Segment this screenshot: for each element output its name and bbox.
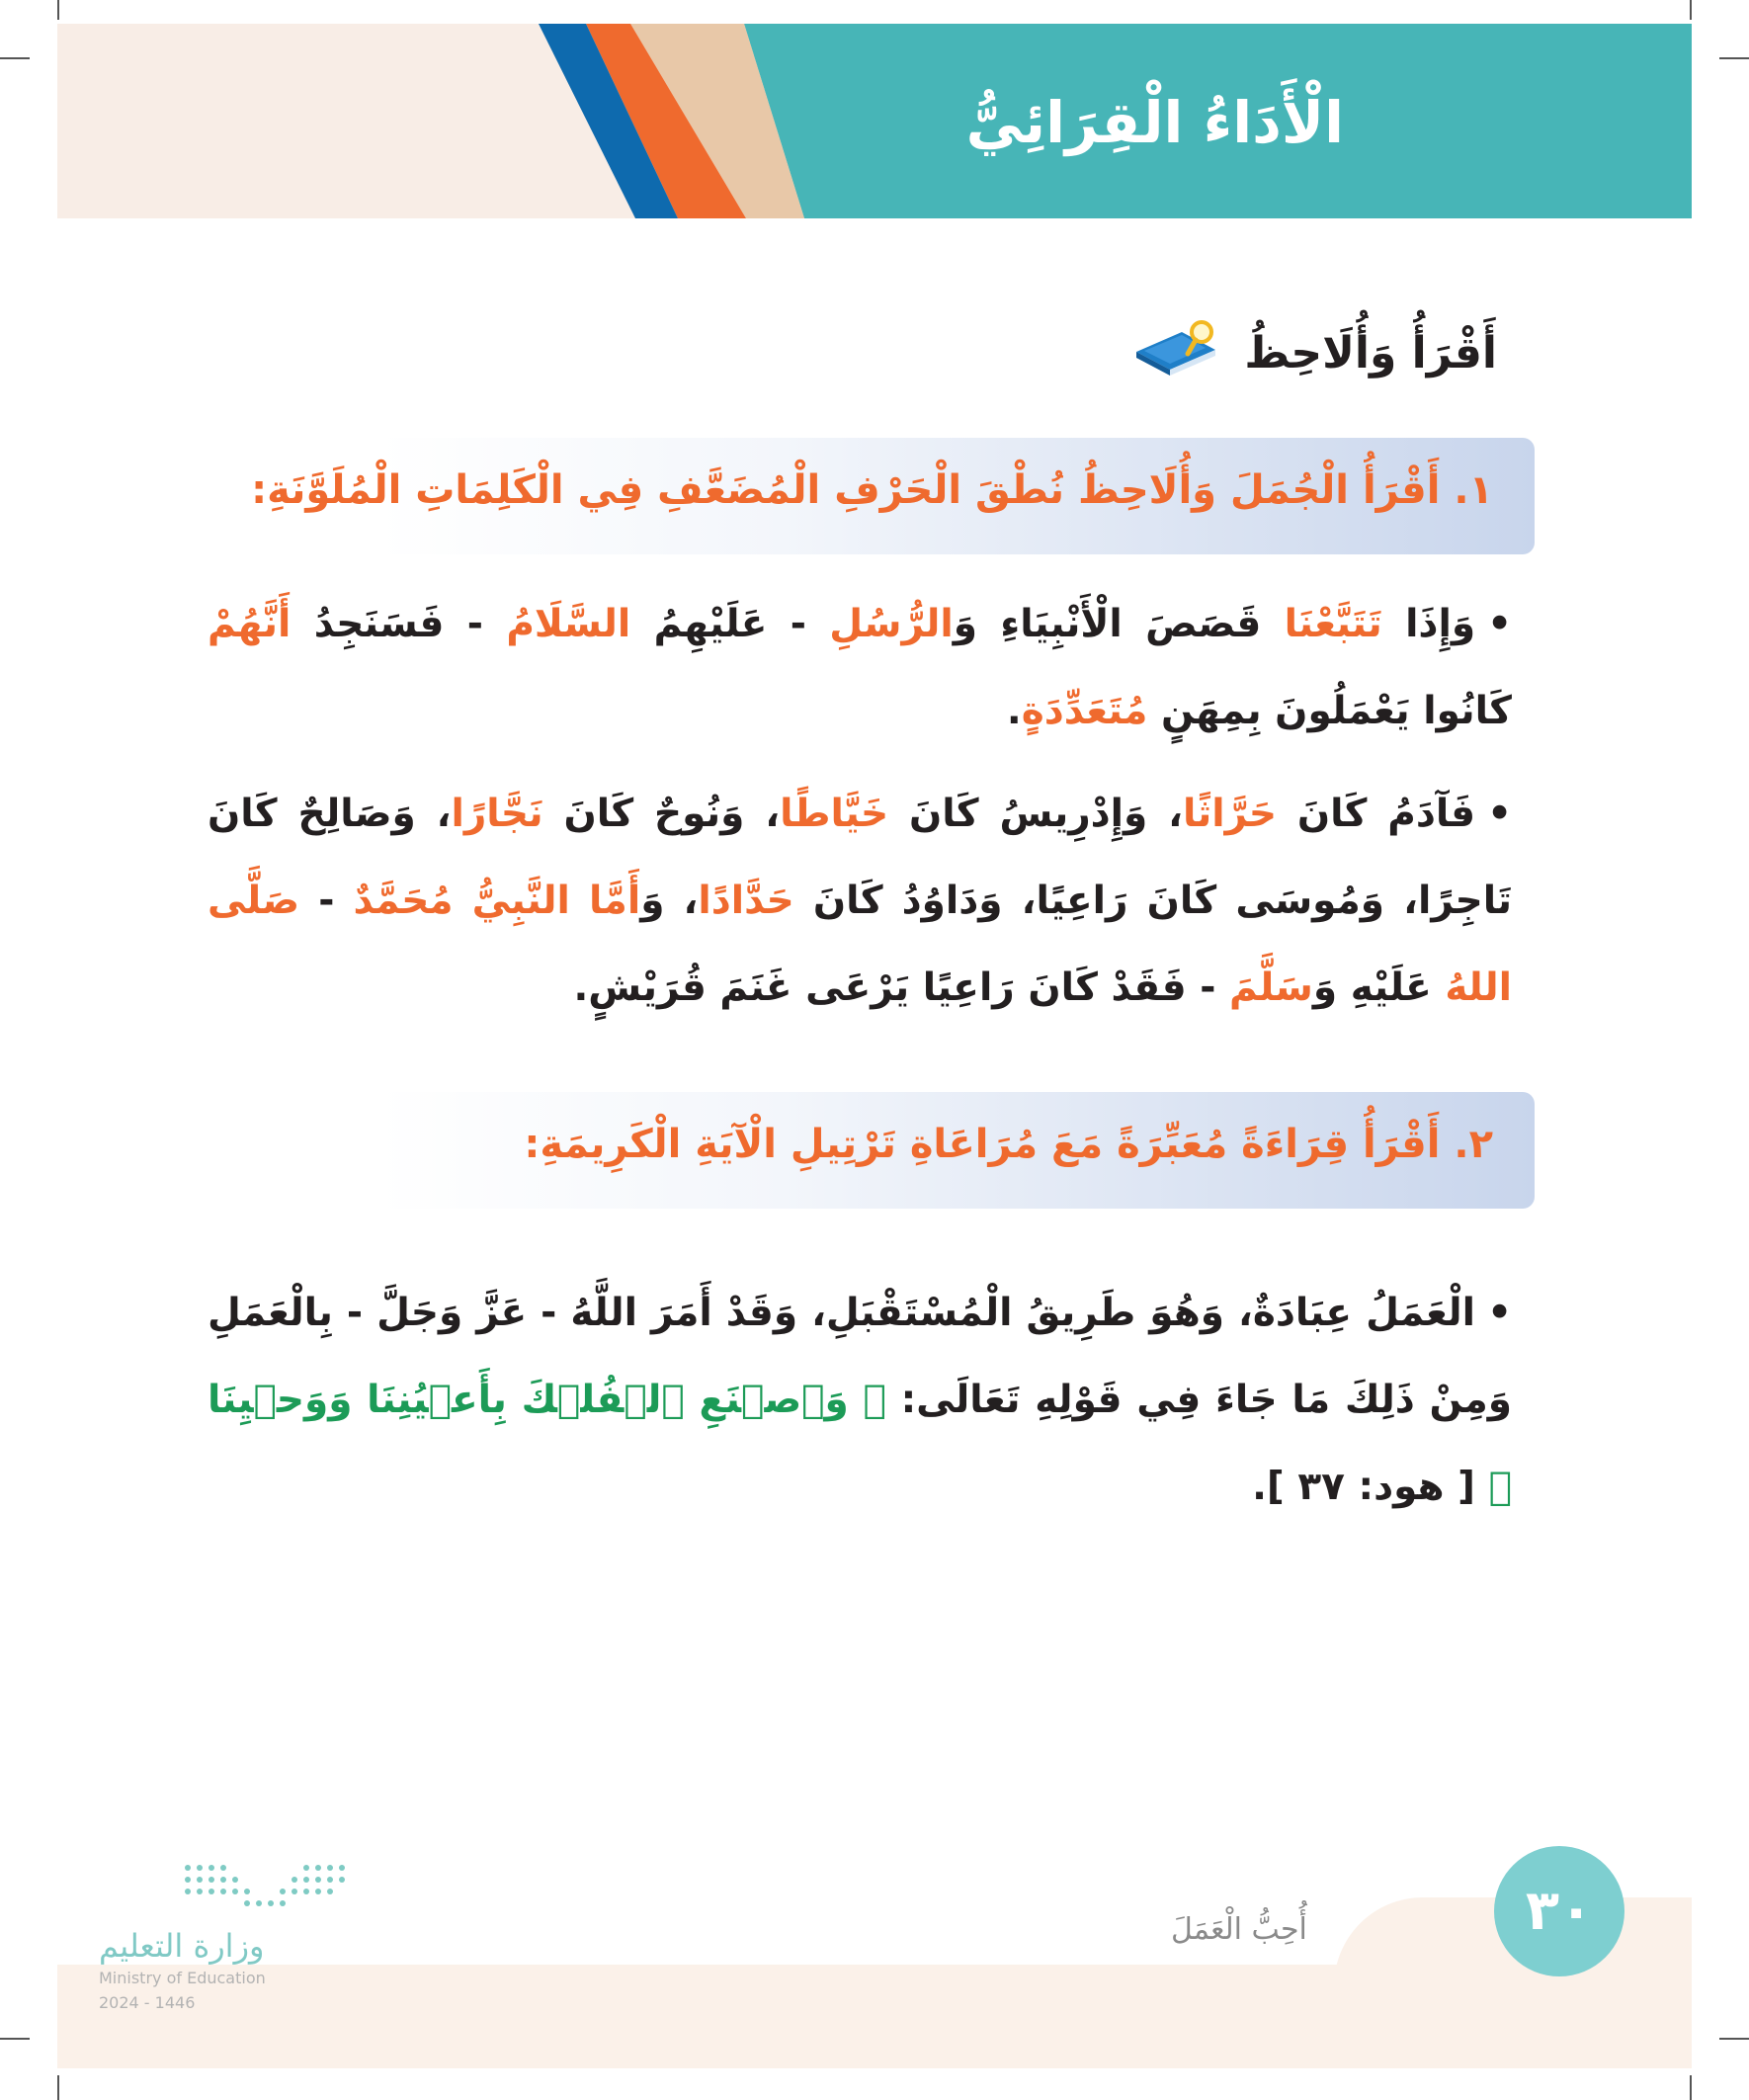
highlighted-word: خَيَّاطًا	[780, 792, 889, 836]
quran-verse: ﴿ وَٱصۡنَعِ ٱلۡفُلۡكَ بِأَعۡيُنِنَا وَوَحۡيِنَا ﴾	[208, 1378, 1512, 1509]
paragraph-2	[208, 771, 1512, 1032]
highlighted-word: سَلَّمَ	[1229, 966, 1313, 1010]
verse-reference: [ هود: ٣٧ ].	[1252, 1465, 1489, 1509]
text-segment: ، وَ	[640, 879, 699, 923]
instruction-label: أَقْرَأُ قِرَاءَةً مُعَبِّرَةً مَعَ مُرَاعَاةِ تَرْتِيلِ الْآيَةِ الْكَرِيمَةِ:	[524, 1122, 1441, 1167]
footer-book-title: أُحِبُّ الْعَمَلَ	[1171, 1912, 1307, 1947]
bullet: •	[1487, 792, 1513, 836]
ministry-logo-icon	[178, 1858, 356, 1921]
highlighted-word: صَلَّى اللهُ	[208, 879, 1512, 1010]
text-segment: قَصَصَ الْأَنْبِيَاءِ وَ	[953, 602, 1285, 646]
highlighted-word: أَمَّا النَّبِيُّ مُحَمَّدٌ	[353, 879, 641, 923]
paragraph-1	[208, 581, 1512, 755]
header-banner	[57, 24, 1692, 218]
crop-mark	[57, 2075, 59, 2100]
highlighted-word: حَدَّادًا	[698, 879, 794, 923]
ministry-year: 2024 - 1446	[99, 1993, 196, 2012]
bullet: •	[1487, 602, 1512, 646]
text-segment: الْعَمَلُ عِبَادَةٌ، وَهُوَ طَرِيقُ الْمُسْتَقْبَلِ، وَقَدْ أَمَرَ اللَّهُ - عَزَّ وَجَلَّ - بِالْعَمَلِ وَمِنْ ذَلِكَ مَا جَاءَ فِي قَوْلِهِ تَعَالَى:	[208, 1291, 1512, 1422]
highlighted-word: أَنَّهُمْ	[208, 602, 292, 646]
crop-mark	[57, 0, 59, 20]
crop-mark	[1690, 2075, 1692, 2100]
instruction-text-2	[524, 1122, 1493, 1167]
highlighted-word: السَّلَامُ	[506, 602, 631, 646]
text-segment: كَانُوا يَعْمَلُونَ بِمِهَنٍ	[1147, 689, 1512, 733]
text-segment: - فَقَدْ كَانَ رَاعِيًا يَرْعَى غَنَمَ قُرَيْشٍ.	[573, 966, 1230, 1010]
instruction-label: أَقْرَأُ الْجُمَلَ وَأُلَاحِظُ نُطْقَ الْحَرْفِ الْمُضَعَّفِ فِي الْكَلِمَاتِ الْمُلَوَّنَةِ:	[251, 467, 1441, 513]
ministry-name-english: Ministry of Education	[99, 1969, 266, 1987]
page-number-badge: ٣٠	[1494, 1846, 1624, 1976]
instruction-box-2	[378, 1092, 1535, 1209]
text-segment: فَآدَمُ كَانَ	[1276, 792, 1476, 836]
text-segment: - عَلَيْهِمُ	[630, 602, 830, 646]
instruction-text-1	[251, 467, 1493, 513]
text-segment: ، وَإِدْرِيسُ كَانَ	[888, 792, 1183, 836]
crop-mark	[0, 57, 30, 59]
text-segment: وَإِذَا	[1381, 602, 1476, 646]
crop-mark	[0, 2038, 30, 2040]
section-heading: أَقْرَأُ وَأُلَاحِظُ	[1244, 328, 1497, 378]
crop-mark	[1719, 57, 1749, 59]
crop-mark	[1690, 0, 1692, 20]
highlighted-word: نَجَّارًا	[451, 792, 543, 836]
text-segment: عَلَيْهِ وَ	[1312, 966, 1446, 1010]
instruction-box-1	[251, 438, 1535, 554]
instruction-number: ٢.	[1454, 1122, 1493, 1167]
text-segment: ، وَنُوحٌ كَانَ	[542, 792, 781, 836]
bullet: •	[1487, 1291, 1512, 1335]
highlighted-word: تَتَبَّعْنَا	[1284, 602, 1382, 646]
crop-mark	[1719, 2038, 1749, 2040]
highlighted-word: مُتَعَدِّدَةٍ	[1021, 689, 1148, 733]
paragraph-3	[208, 1270, 1512, 1531]
highlighted-word: الرُّسُلِ	[829, 602, 954, 646]
highlighted-word: حَرَّاثًا	[1182, 792, 1277, 836]
ministry-name-arabic: وزارة التعليم	[99, 1927, 265, 1965]
text-segment: - فَسَنَجِدُ	[291, 602, 507, 646]
header-stripes	[57, 24, 1692, 218]
text-segment: ، وَصَالِحٌ كَانَ تَاجِرًا، وَمُوسَى كَانَ رَاعِيًا، وَدَاوُدُ كَانَ	[208, 792, 1512, 923]
book-magnifier-icon	[1134, 318, 1223, 381]
text-segment: -	[299, 879, 354, 923]
instruction-number: ١.	[1454, 467, 1493, 513]
page-title: الْأَدَاءُ الْقِرَائِيُّ	[965, 89, 1344, 156]
text-segment: .	[1006, 689, 1022, 733]
